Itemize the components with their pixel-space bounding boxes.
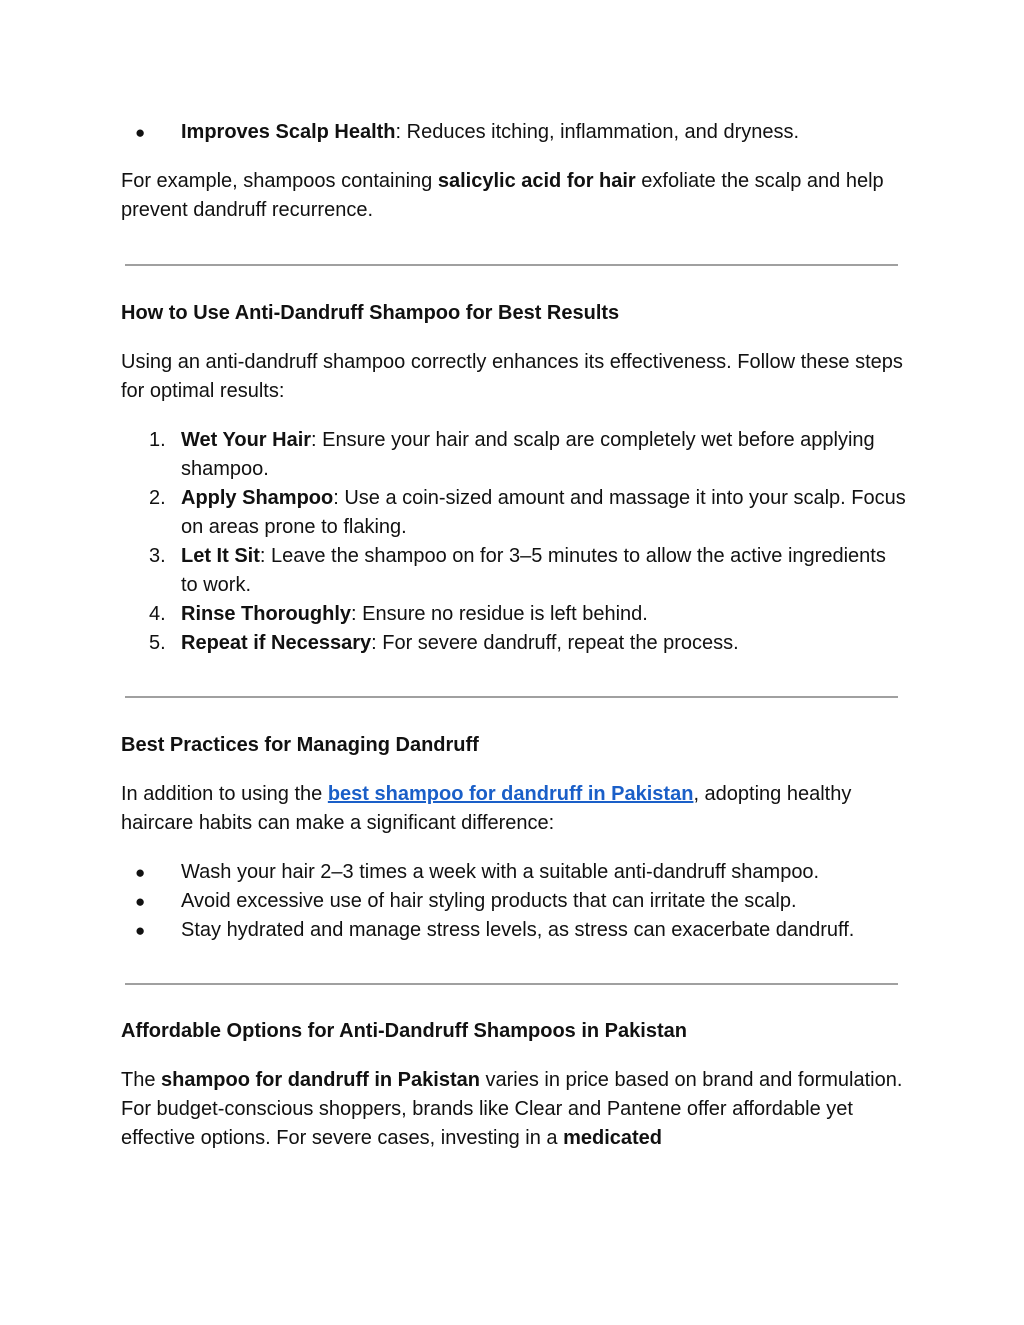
how-to-intro: Using an anti-dandruff shampoo correctly enhances its effectiveness. Follow these steps for optimal results: bbox=[121, 351, 903, 402]
list-item: 4. Rinse Thoroughly: Ensure no residue is left behind. bbox=[121, 600, 906, 629]
affordable-paragraph: The shampoo for dandruff in Pakistan varies in price based on brand and formulation. For budget-conscious shoppers, brands like Clear and Pantene offer affordable yet effective options. For severe cases, investing in a medicated bbox=[121, 1069, 903, 1149]
list-item-bold: Improves Scalp Health bbox=[181, 121, 396, 143]
divider bbox=[125, 983, 898, 985]
best-shampoo-link[interactable]: best shampoo for dandruff in Pakistan bbox=[327, 783, 694, 805]
step-number: 2. bbox=[149, 487, 166, 509]
document-page bbox=[121, 118, 906, 1153]
bullet-icon: ● bbox=[135, 123, 146, 142]
best-practices-list bbox=[121, 858, 906, 945]
list-item: 1. Wet Your Hair: Ensure your hair and scalp are completely wet before applying shampoo. bbox=[121, 426, 906, 484]
step-number: 1. bbox=[149, 429, 166, 451]
list-item-text: : Reduces itching, inflammation, and dryness. bbox=[395, 121, 800, 143]
steps-list bbox=[121, 426, 906, 658]
best-practices-intro: In addition to using the best shampoo for dandruff in Pakistan, adopting healthy haircare habits can make a significant difference: bbox=[121, 783, 852, 834]
step-number: 4. bbox=[149, 603, 166, 625]
example-paragraph: For example, shampoos containing salicylic acid for hair exfoliate the scalp and help prevent dandruff recurrence. bbox=[121, 170, 884, 221]
section-heading-affordable: Affordable Options for Anti-Dandruff Shampoos in Pakistan bbox=[121, 1020, 687, 1042]
list-item: 2. Apply Shampoo: Use a coin-sized amount and massage it into your scalp. Focus on areas prone to flaking. bbox=[121, 484, 906, 542]
divider bbox=[125, 696, 898, 698]
list-item: 3. Let It Sit: Leave the shampoo on for 3–5 minutes to allow the active ingredients to work. bbox=[121, 542, 906, 600]
divider bbox=[125, 264, 898, 266]
bullet-icon: ● bbox=[135, 921, 146, 940]
section-heading-how-to: How to Use Anti-Dandruff Shampoo for Best Results bbox=[121, 302, 620, 324]
intro-bullet-list bbox=[121, 118, 906, 147]
list-item bbox=[121, 118, 906, 147]
step-number: 3. bbox=[149, 545, 166, 567]
list-item: ● Stay hydrated and manage stress levels, as stress can exacerbate dandruff. bbox=[121, 916, 906, 945]
section-heading-best-practices: Best Practices for Managing Dandruff bbox=[121, 734, 479, 756]
list-item: ● Wash your hair 2–3 times a week with a suitable anti-dandruff shampoo. bbox=[121, 858, 906, 887]
step-number: 5. bbox=[149, 632, 166, 654]
bullet-icon: ● bbox=[135, 892, 146, 911]
list-item: ● Avoid excessive use of hair styling products that can irritate the scalp. bbox=[121, 887, 906, 916]
bullet-icon: ● bbox=[135, 863, 146, 882]
list-item: 5. Repeat if Necessary: For severe dandruff, repeat the process. bbox=[121, 629, 906, 658]
